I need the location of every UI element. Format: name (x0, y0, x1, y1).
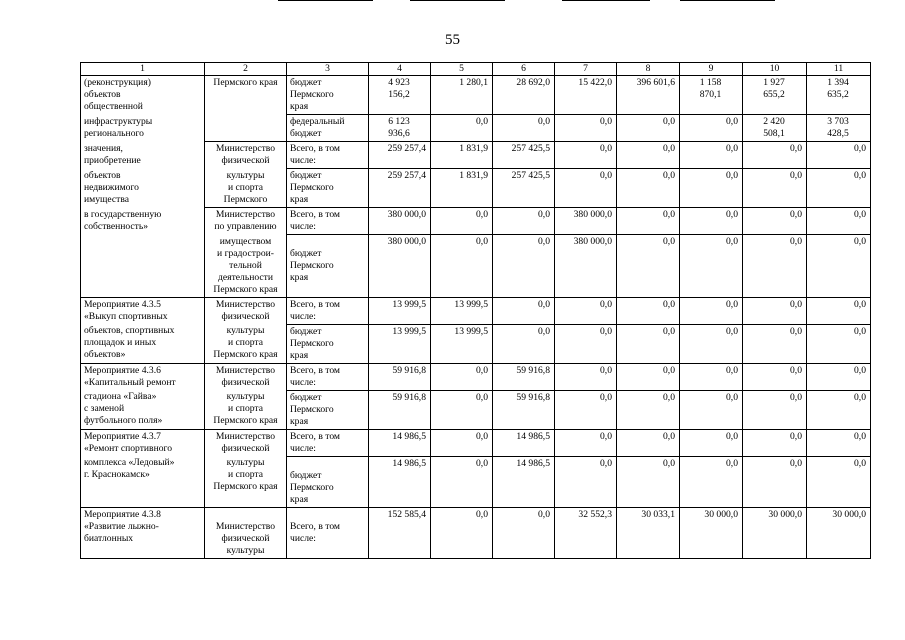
executor-cell: культуры и спорта Пермского края (205, 390, 287, 429)
value-cell: 0,0 (431, 429, 493, 456)
table-row (81, 115, 871, 142)
measure-description-cell: стадиона «Гайва» с заменой футбольного поля» (81, 390, 205, 429)
value-cell: 380 000,0 (369, 208, 431, 235)
value-cell: 59 916,8 (369, 390, 431, 429)
value-cell: 30 000,0 (680, 507, 743, 558)
measure-description-cell: Мероприятие 4.3.8 «Развитие лыжно- биатлонных (81, 507, 205, 558)
header-rule-4 (680, 0, 775, 1)
funding-source-cell: бюджет Пермского края (287, 456, 369, 507)
measure-description-cell: (реконструкция) объектов общественной (81, 76, 205, 115)
column-number-row (81, 63, 871, 76)
value-cell: 0,0 (807, 390, 871, 429)
value-cell: 1 280,1 (431, 76, 493, 115)
table-row (81, 363, 871, 390)
value-cell: 0,0 (743, 390, 807, 429)
measure-description-cell: Мероприятие 4.3.5 «Выкуп спортивных (81, 297, 205, 324)
value-cell: 13 999,5 (369, 324, 431, 363)
value-cell: 0,0 (743, 456, 807, 507)
column-number: 1 (81, 63, 205, 76)
table-row (81, 169, 871, 208)
value-cell: 0,0 (807, 235, 871, 298)
table-row (81, 208, 871, 235)
value-cell: 257 425,5 (493, 142, 555, 169)
funding-source-cell: бюджет Пермского края (287, 235, 369, 298)
value-cell: 30 033,1 (617, 507, 680, 558)
table-row (81, 429, 871, 456)
value-cell: 0,0 (493, 115, 555, 142)
executor-cell: Министерство физической (205, 142, 287, 169)
value-cell: 0,0 (807, 169, 871, 208)
executor-cell: культуры и спорта Пермского края (205, 324, 287, 363)
table-row (81, 507, 871, 558)
table-row (81, 76, 871, 115)
value-cell: 0,0 (617, 169, 680, 208)
column-number: 2 (205, 63, 287, 76)
table-row (81, 235, 871, 298)
value-cell: 0,0 (617, 456, 680, 507)
value-cell: 0,0 (617, 297, 680, 324)
value-cell: 0,0 (431, 208, 493, 235)
funding-source-cell: Всего, в том числе: (287, 297, 369, 324)
value-cell: 59 916,8 (493, 363, 555, 390)
header-rule-3 (562, 0, 650, 1)
measure-description-cell: в государственную собственность» (81, 208, 205, 235)
measure-description-cell: значения, приобретение (81, 142, 205, 169)
value-cell: 0,0 (555, 429, 617, 456)
value-cell: 0,0 (743, 363, 807, 390)
column-number: 8 (617, 63, 680, 76)
value-cell: 0,0 (680, 297, 743, 324)
value-cell: 0,0 (431, 115, 493, 142)
value-cell: 1 394 635,2 (807, 76, 871, 115)
executor-cell: культуры и спорта Пермского (205, 169, 287, 208)
value-cell: 0,0 (431, 507, 493, 558)
measure-description-cell: инфраструктуры регионального (81, 115, 205, 142)
value-cell: 0,0 (680, 115, 743, 142)
executor-cell: Пермского края (205, 76, 287, 115)
column-number: 7 (555, 63, 617, 76)
column-number: 10 (743, 63, 807, 76)
funding-source-cell: Всего, в том числе: (287, 363, 369, 390)
value-cell: 0,0 (431, 363, 493, 390)
value-cell: 32 552,3 (555, 507, 617, 558)
value-cell: 14 986,5 (369, 456, 431, 507)
value-cell: 0,0 (807, 208, 871, 235)
value-cell: 0,0 (493, 507, 555, 558)
funding-source-cell: Всего, в том числе: (287, 142, 369, 169)
value-cell: 15 422,0 (555, 76, 617, 115)
value-cell: 0,0 (680, 363, 743, 390)
executor-cell: Министерство по управлению (205, 208, 287, 235)
value-cell: 14 986,5 (493, 456, 555, 507)
value-cell: 0,0 (807, 324, 871, 363)
value-cell: 0,0 (743, 429, 807, 456)
value-cell: 0,0 (555, 142, 617, 169)
value-cell: 0,0 (680, 169, 743, 208)
value-cell: 0,0 (743, 142, 807, 169)
value-cell: 1 831,9 (431, 169, 493, 208)
executor-cell: культуры и спорта Пермского края (205, 456, 287, 507)
value-cell: 0,0 (555, 363, 617, 390)
value-cell: 0,0 (555, 115, 617, 142)
value-cell: 0,0 (680, 142, 743, 169)
column-number: 5 (431, 63, 493, 76)
value-cell: 0,0 (493, 208, 555, 235)
funding-source-cell: бюджет Пермского края (287, 76, 369, 115)
value-cell: 13 999,5 (431, 324, 493, 363)
table-row (81, 324, 871, 363)
value-cell: 380 000,0 (369, 235, 431, 298)
value-cell: 0,0 (493, 235, 555, 298)
value-cell: 14 986,5 (369, 429, 431, 456)
value-cell: 1 831,9 (431, 142, 493, 169)
executor-cell: Министерство физической (205, 297, 287, 324)
funding-source-cell: бюджет Пермского края (287, 390, 369, 429)
table-body (81, 76, 871, 559)
value-cell: 0,0 (555, 169, 617, 208)
executor-cell: Министерство физической (205, 363, 287, 390)
value-cell: 0,0 (493, 324, 555, 363)
value-cell: 0,0 (743, 235, 807, 298)
page-number: 55 (445, 32, 460, 48)
value-cell: 14 986,5 (493, 429, 555, 456)
value-cell: 152 585,4 (369, 507, 431, 558)
measure-description-cell: Мероприятие 4.3.7 «Ремонт спортивного (81, 429, 205, 456)
measure-description-cell: Мероприятие 4.3.6 «Капитальный ремонт (81, 363, 205, 390)
column-number: 6 (493, 63, 555, 76)
executor-cell: Министерство физической культуры (205, 507, 287, 558)
value-cell: 0,0 (680, 208, 743, 235)
value-cell: 0,0 (617, 235, 680, 298)
value-cell: 380 000,0 (555, 208, 617, 235)
value-cell: 0,0 (617, 208, 680, 235)
value-cell: 0,0 (807, 297, 871, 324)
header-rule-1 (278, 0, 373, 1)
value-cell: 396 601,6 (617, 76, 680, 115)
value-cell: 0,0 (680, 390, 743, 429)
value-cell: 0,0 (743, 297, 807, 324)
measure-description-cell: комплекса «Ледовый» г. Краснокамск» (81, 456, 205, 507)
value-cell: 59 916,8 (493, 390, 555, 429)
value-cell: 259 257,4 (369, 169, 431, 208)
value-cell: 0,0 (431, 235, 493, 298)
value-cell: 0,0 (807, 429, 871, 456)
table-row (81, 390, 871, 429)
value-cell: 0,0 (555, 456, 617, 507)
funding-source-cell: Всего, в том числе: (287, 507, 369, 558)
value-cell: 257 425,5 (493, 169, 555, 208)
funding-source-cell: Всего, в том числе: (287, 429, 369, 456)
column-number: 11 (807, 63, 871, 76)
value-cell: 259 257,4 (369, 142, 431, 169)
value-cell: 0,0 (493, 297, 555, 324)
value-cell: 4 923 156,2 (369, 76, 431, 115)
column-number: 4 (369, 63, 431, 76)
column-number: 9 (680, 63, 743, 76)
value-cell: 1 158 870,1 (680, 76, 743, 115)
value-cell: 0,0 (617, 115, 680, 142)
value-cell: 0,0 (680, 235, 743, 298)
value-cell: 1 927 655,2 (743, 76, 807, 115)
value-cell: 0,0 (680, 456, 743, 507)
measure-description-cell: объектов недвижимого имущества (81, 169, 205, 208)
value-cell: 30 000,0 (807, 507, 871, 558)
value-cell: 0,0 (555, 324, 617, 363)
funding-source-cell: федеральный бюджет (287, 115, 369, 142)
column-number: 3 (287, 63, 369, 76)
value-cell: 0,0 (807, 456, 871, 507)
table-row (81, 297, 871, 324)
funding-source-cell: Всего, в том числе: (287, 208, 369, 235)
value-cell: 0,0 (680, 429, 743, 456)
value-cell: 0,0 (431, 390, 493, 429)
funding-source-cell: бюджет Пермского края (287, 169, 369, 208)
value-cell: 28 692,0 (493, 76, 555, 115)
executor-cell: Министерство физической (205, 429, 287, 456)
value-cell: 0,0 (743, 324, 807, 363)
value-cell: 0,0 (617, 142, 680, 169)
value-cell: 0,0 (617, 363, 680, 390)
value-cell: 6 123 936,6 (369, 115, 431, 142)
value-cell: 0,0 (743, 169, 807, 208)
measure-description-cell: объектов, спортивных площадок и иных объектов» (81, 324, 205, 363)
value-cell: 59 916,8 (369, 363, 431, 390)
value-cell: 13 999,5 (431, 297, 493, 324)
value-cell: 0,0 (431, 456, 493, 507)
table-row (81, 456, 871, 507)
value-cell: 0,0 (807, 363, 871, 390)
header-rule-2 (410, 0, 505, 1)
value-cell: 0,0 (807, 142, 871, 169)
executor-cell: имуществом и градострои- тельной деятельности Пермского края (205, 235, 287, 298)
value-cell: 2 420 508,1 (743, 115, 807, 142)
value-cell: 0,0 (617, 390, 680, 429)
budget-table (80, 62, 871, 559)
value-cell: 0,0 (743, 208, 807, 235)
value-cell: 0,0 (555, 390, 617, 429)
value-cell: 30 000,0 (743, 507, 807, 558)
measure-description-cell (81, 235, 205, 298)
executor-cell (205, 115, 287, 142)
funding-source-cell: бюджет Пермского края (287, 324, 369, 363)
value-cell: 0,0 (617, 324, 680, 363)
value-cell: 0,0 (680, 324, 743, 363)
value-cell: 3 703 428,5 (807, 115, 871, 142)
value-cell: 380 000,0 (555, 235, 617, 298)
value-cell: 0,0 (617, 429, 680, 456)
value-cell: 0,0 (555, 297, 617, 324)
value-cell: 13 999,5 (369, 297, 431, 324)
table-row (81, 142, 871, 169)
